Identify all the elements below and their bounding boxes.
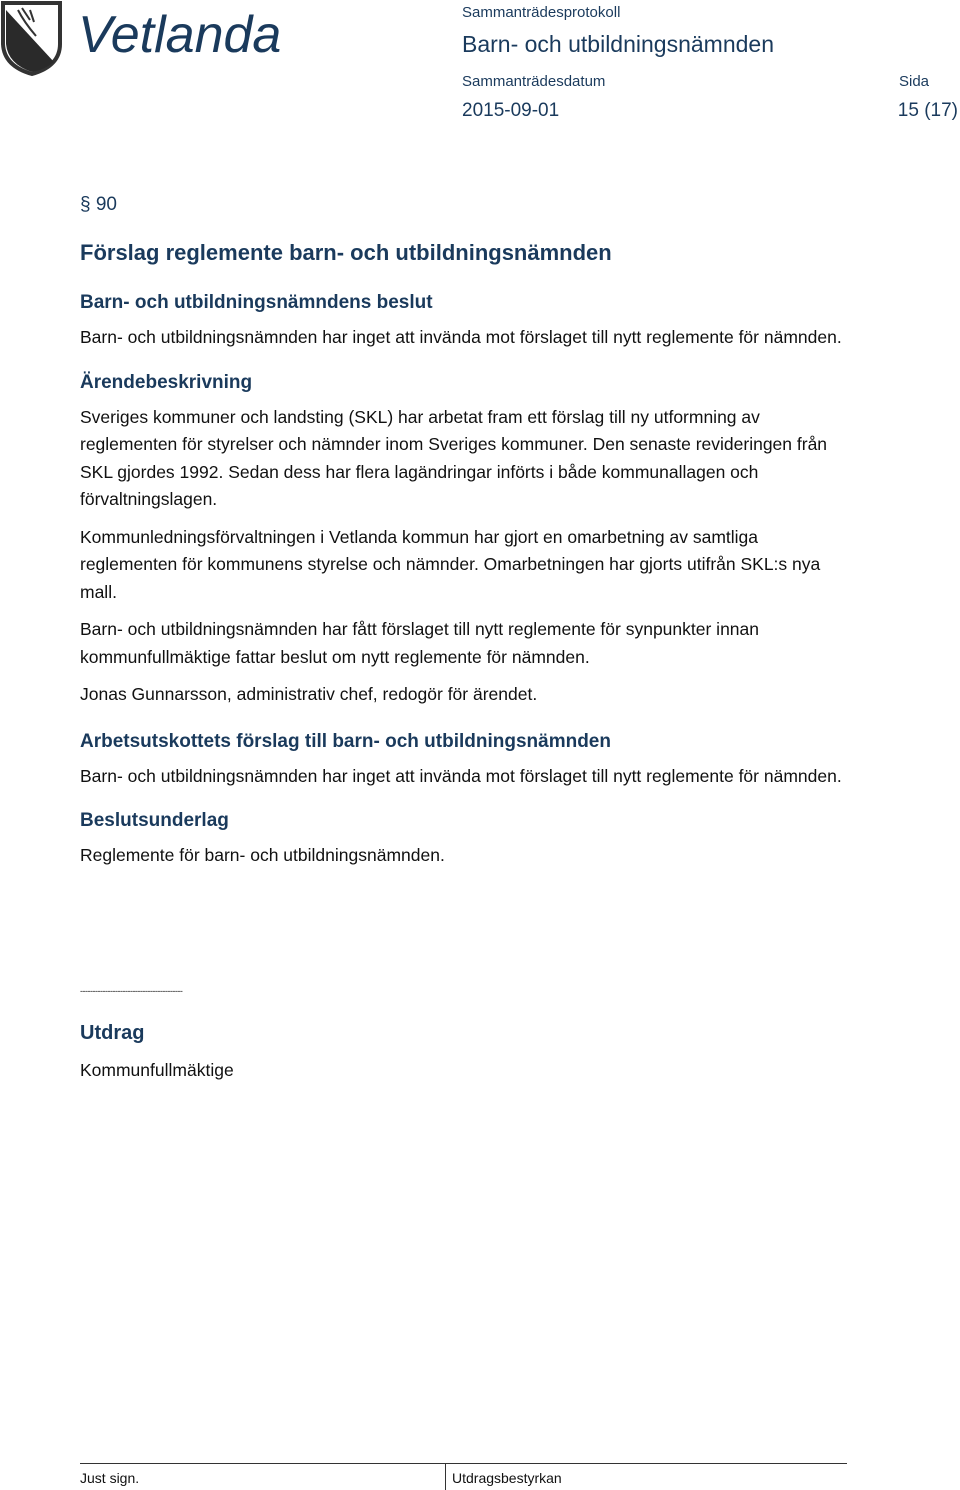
separator-line: ----------------------------------------- (80, 986, 183, 996)
committee-proposal-text: Barn- och utbildningsnämnden har inget att invända mot förslaget till nytt reglemente för nämnden. (80, 765, 842, 786)
decision-text: Barn- och utbildningsnämnden har inget att invända mot förslaget till nytt reglemente för nämnden. (80, 327, 842, 347)
footer-column-divider (445, 1463, 446, 1490)
description-paragraph: Kommunledningsförvaltningen i Vetlanda kommun har gjort en omarbetning av samtliga reglementen för kommunens styrelse och nämnder. Omarbetningen har gjorts utifrån SKL:s nya mall. (80, 526, 821, 602)
document-body (80, 194, 860, 870)
decision-basis-heading: Beslutsunderlag (80, 810, 229, 831)
signature-label: Just sign. (80, 1470, 140, 1486)
paragraph-number (80, 194, 860, 216)
extract-recipient: Kommunfullmäktige (80, 1060, 234, 1080)
document-title: Förslag reglemente barn- och utbildningsnämnden (80, 240, 612, 265)
protocol-label: Sammanträdesprotokoll (462, 4, 621, 21)
description-paragraph: Sveriges kommuner och landsting (SKL) har arbetat fram ett förslag till ny utformning av reglementen för styrelser och nämnder inom Sveriges kommuner. Den senaste revideringen från SKL gjordes 1992. Sedan dess har flera lagändringar införts i både kommunallagen och förvaltningslagen. (80, 406, 828, 509)
decision-heading: Barn- och utbildningsnämndens beslut (80, 292, 433, 313)
board-name: Barn- och utbildningsnämnden (462, 31, 774, 57)
section-symbol: § (80, 194, 91, 215)
vetlanda-coat-of-arms-icon (0, 0, 64, 76)
page-number: 15 (17) (897, 100, 958, 121)
extract-certification-label: Utdragsbestyrkan (452, 1470, 562, 1486)
decision-basis-text: Reglemente för barn- och utbildningsnämnden. (80, 845, 445, 865)
committee-proposal-heading: Arbetsutskottets förslag till barn- och utbildningsnämnden (80, 730, 611, 752)
meeting-date-label: Sammanträdesdatum (462, 73, 606, 90)
extract-heading: Utdrag (80, 1022, 145, 1044)
description-paragraph: Jonas Gunnarsson, administrativ chef, redogör för ärendet. (80, 684, 538, 704)
footer-divider (80, 1463, 847, 1464)
description-paragraph: Barn- och utbildningsnämnden har fått förslaget till nytt reglemente för synpunkter innan kommunfullmäktige fattar beslut om nytt reglemente för nämnden. (80, 619, 759, 667)
svg-text:Vetlanda: Vetlanda (78, 6, 282, 64)
vetlanda-logo-wordmark (76, 0, 296, 64)
page-header (0, 0, 960, 135)
page-label: Sida (899, 73, 930, 90)
description-heading: Ärendebeskrivning (80, 371, 253, 393)
meeting-date: 2015-09-01 (462, 100, 560, 121)
section-number: 90 (95, 194, 117, 215)
